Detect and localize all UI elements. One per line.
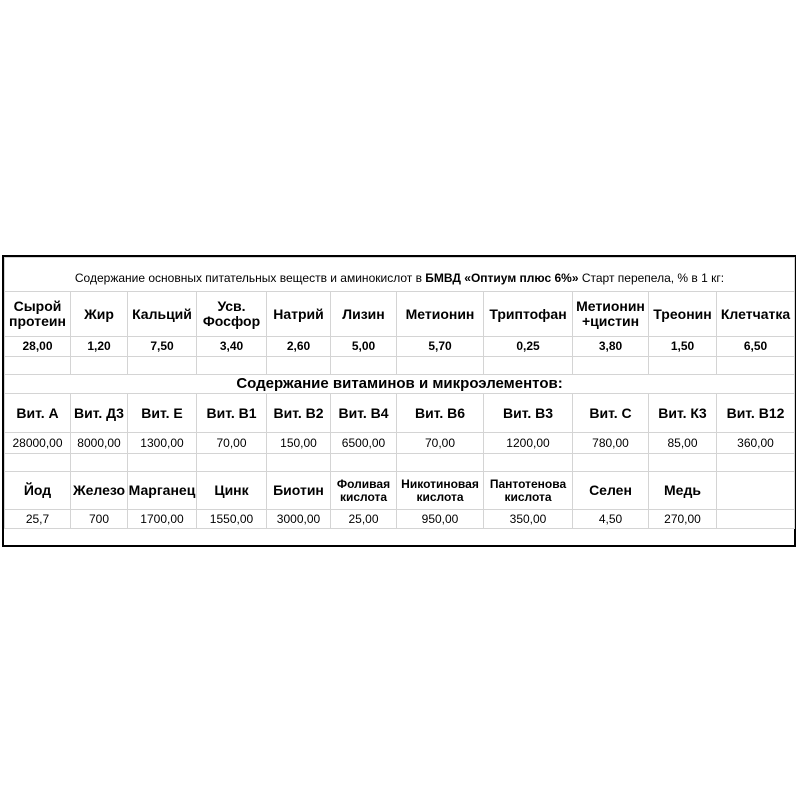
vitamin-header-0: Вит. А: [5, 394, 71, 433]
element-header-4: Биотин: [267, 472, 331, 510]
element-header-0: Йод: [5, 472, 71, 510]
element-value-5: 25,00: [331, 510, 397, 529]
product-name: БМВД «Оптиум плюс 6%»: [425, 271, 579, 286]
nutrient-header-1: Жир: [71, 292, 128, 337]
vitamin-value-7: 1200,00: [484, 433, 573, 454]
vitamin-header-9: Вит. К3: [649, 394, 717, 433]
nutrient-header-8: Метионин +цистин: [573, 292, 649, 337]
nutrition-table: [4, 257, 795, 529]
nutrient-value-9: 1,50: [649, 337, 717, 357]
nutrient-header-5: Лизин: [331, 292, 397, 337]
nutrient-value-0: 28,00: [5, 337, 71, 357]
nutrient-value-1: 1,20: [71, 337, 128, 357]
nutrient-value-6: 5,70: [397, 337, 484, 357]
vitamin-header-4: Вит. В2: [267, 394, 331, 433]
element-value-6: 950,00: [397, 510, 484, 529]
element-header-2: Марганец: [128, 472, 197, 510]
nutrient-value-4: 2,60: [267, 337, 331, 357]
spacer-row-2: [5, 454, 795, 472]
element-header-7: Пантотенова кислота: [484, 472, 573, 510]
section-title-row: [5, 375, 795, 394]
element-value-3: 1550,00: [197, 510, 267, 529]
vitamins-header-row: [5, 394, 795, 433]
nutrients-values-row: [5, 337, 795, 357]
element-value-7: 350,00: [484, 510, 573, 529]
vitamin-header-1: Вит. Д3: [71, 394, 128, 433]
vitamin-value-4: 150,00: [267, 433, 331, 454]
vitamin-value-5: 6500,00: [331, 433, 397, 454]
element-value-10: [717, 510, 795, 529]
vitamin-value-0: 28000,00: [5, 433, 71, 454]
nutrient-header-7: Триптофан: [484, 292, 573, 337]
title-suffix: Старт перепела, % в 1 кг:: [578, 271, 725, 286]
nutrient-value-8: 3,80: [573, 337, 649, 357]
vitamin-header-5: Вит. В4: [331, 394, 397, 433]
vitamin-value-1: 8000,00: [71, 433, 128, 454]
vitamin-value-9: 85,00: [649, 433, 717, 454]
nutrient-value-7: 0,25: [484, 337, 573, 357]
nutrient-value-5: 5,00: [331, 337, 397, 357]
element-header-3: Цинк: [197, 472, 267, 510]
vitamin-header-6: Вит. В6: [397, 394, 484, 433]
nutrient-value-3: 3,40: [197, 337, 267, 357]
element-value-9: 270,00: [649, 510, 717, 529]
vitamin-header-10: Вит. В12: [717, 394, 795, 433]
title-row: [5, 258, 795, 292]
vitamin-value-2: 1300,00: [128, 433, 197, 454]
nutrient-header-3: Усв. Фосфор: [197, 292, 267, 337]
elements-values-row: [5, 510, 795, 529]
element-header-8: Селен: [573, 472, 649, 510]
nutrient-header-6: Метионин: [397, 292, 484, 337]
nutrient-value-10: 6,50: [717, 337, 795, 357]
vitamin-value-6: 70,00: [397, 433, 484, 454]
element-header-9: Медь: [649, 472, 717, 510]
element-value-2: 1700,00: [128, 510, 197, 529]
nutrient-header-10: Клетчатка: [717, 292, 795, 337]
element-header-6: Никотиновая кислота: [397, 472, 484, 510]
nutrient-header-0: Сырой протеин: [5, 292, 71, 337]
vitamin-header-3: Вит. В1: [197, 394, 267, 433]
elements-header-row: [5, 472, 795, 510]
vitamins-section-title: Содержание витаминов и микроэлементов:: [5, 375, 795, 394]
vitamin-header-7: Вит. В3: [484, 394, 573, 433]
nutrients-header-row: [5, 292, 795, 337]
element-header-1: Железо: [71, 472, 128, 510]
element-value-0: 25,7: [5, 510, 71, 529]
nutrition-table-sheet: [2, 255, 796, 547]
nutrient-header-2: Кальций: [128, 292, 197, 337]
element-value-1: 700: [71, 510, 128, 529]
vitamin-value-8: 780,00: [573, 433, 649, 454]
nutrient-header-9: Треонин: [649, 292, 717, 337]
spacer-row: [5, 357, 795, 375]
vitamin-header-2: Вит. Е: [128, 394, 197, 433]
element-value-8: 4,50: [573, 510, 649, 529]
table-title: [5, 258, 795, 292]
vitamin-value-10: 360,00: [717, 433, 795, 454]
title-prefix: Содержание основных питательных веществ и аминокислот в: [74, 271, 426, 286]
vitamin-value-3: 70,00: [197, 433, 267, 454]
nutrient-value-2: 7,50: [128, 337, 197, 357]
element-header-10: [717, 472, 795, 510]
element-value-4: 3000,00: [267, 510, 331, 529]
vitamins-values-row: [5, 433, 795, 454]
element-header-5: Фоливая кислота: [331, 472, 397, 510]
nutrient-header-4: Натрий: [267, 292, 331, 337]
vitamin-header-8: Вит. С: [573, 394, 649, 433]
